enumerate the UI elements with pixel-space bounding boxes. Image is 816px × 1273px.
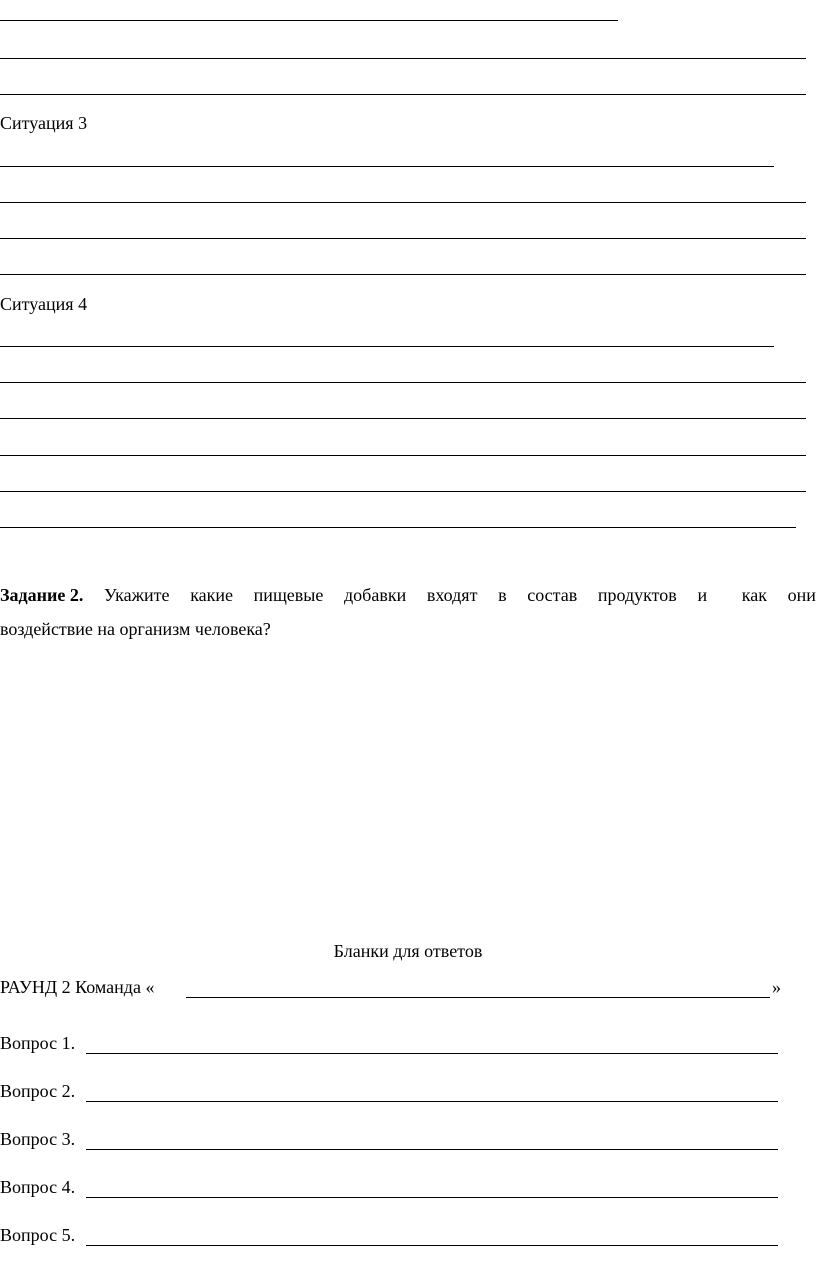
task-2-word: они [787,585,816,605]
question-4-field[interactable] [0,1176,780,1198]
task-2-title: Задание 2. [0,585,84,605]
task-2-word: продуктов [597,585,677,605]
answers-heading: Бланки для ответов [333,941,483,961]
question-1-underline[interactable] [86,1053,778,1054]
question-2-underline[interactable] [86,1101,778,1102]
question-1-field[interactable] [0,1032,780,1054]
question-4-underline[interactable] [86,1197,778,1198]
answer-line[interactable] [0,346,774,347]
question-3-label: Вопрос 3. [0,1129,76,1149]
answer-line[interactable] [0,166,774,167]
question-1-label: Вопрос 1. [0,1033,76,1053]
answer-line[interactable] [0,94,806,95]
task-2-word: в [498,585,507,605]
task-2-word: и [697,585,708,605]
question-4-label: Вопрос 4. [0,1177,76,1197]
team-name-underline[interactable] [186,997,770,998]
question-2-field[interactable] [0,1080,780,1102]
question-5-field[interactable] [0,1224,780,1246]
task-2-word: как [741,585,767,605]
round-close-quote: » [772,977,781,997]
task-2-word: входят [426,585,478,605]
answer-line[interactable] [0,58,806,59]
situation-4-label: Ситуация 4 [0,294,88,314]
task-2 [0,578,816,646]
answer-line[interactable] [0,491,806,492]
task-2-word: какие [190,585,234,605]
answer-line[interactable] [0,20,618,21]
round-label: РАУНД 2 Команда « [0,977,155,997]
question-3-underline[interactable] [86,1149,778,1150]
question-5-label: Вопрос 5. [0,1225,76,1245]
task-2-word: добавки [344,585,407,605]
answer-line[interactable] [0,455,806,456]
answer-line[interactable] [0,527,796,528]
task-2-word: Укажите [103,585,170,605]
question-5-underline[interactable] [86,1245,778,1246]
answer-line[interactable] [0,238,806,239]
question-3-field[interactable] [0,1128,780,1150]
answer-line[interactable] [0,418,806,419]
task-2-word: пищевые [253,585,324,605]
answer-line[interactable] [0,202,806,203]
task-2-line-1 [0,578,816,612]
task-2-line-2: воздействие на организм человека? [0,619,271,639]
task-2-word: состав [527,585,578,605]
situation-3-label: Ситуация 3 [0,113,88,133]
team-name-field[interactable] [0,976,790,998]
question-2-label: Вопрос 2. [0,1081,76,1101]
answer-line[interactable] [0,274,806,275]
answer-line[interactable] [0,382,806,383]
